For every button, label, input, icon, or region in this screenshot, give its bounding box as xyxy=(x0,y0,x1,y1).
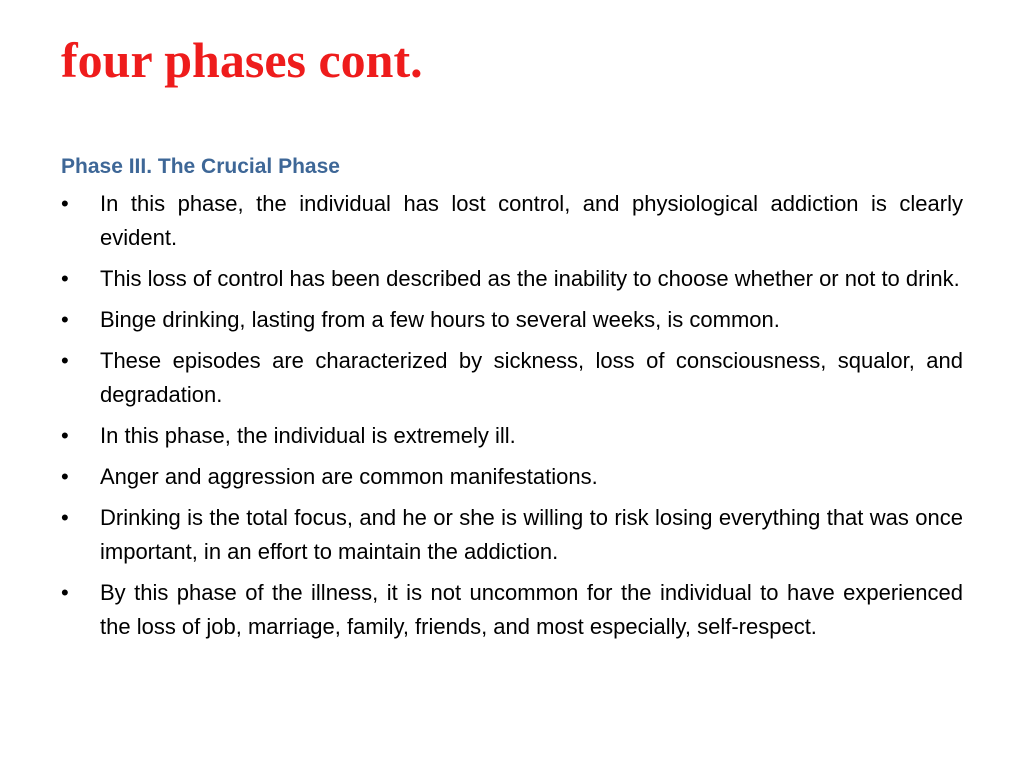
bullet-text: Drinking is the total focus, and he or she is willing to risk losing everything that was once important, in an effort to maintain the addiction. xyxy=(100,505,963,564)
bullet-text: In this phase, the individual is extremely ill. xyxy=(100,423,516,448)
bullet-icon: • xyxy=(61,266,69,291)
bullet-icon: • xyxy=(61,348,69,373)
bullet-item xyxy=(61,303,963,337)
bullet-icon: • xyxy=(61,580,69,605)
bullet-item xyxy=(61,576,963,644)
bullet-icon: • xyxy=(61,307,69,332)
bullet-text: These episodes are characterized by sickness, loss of consciousness, squalor, and degradation. xyxy=(100,348,963,407)
bullet-text: Anger and aggression are common manifestations. xyxy=(100,464,598,489)
bullet-text: Binge drinking, lasting from a few hours to several weeks, is common. xyxy=(100,307,780,332)
bullet-text: This loss of control has been described as the inability to choose whether or not to drink. xyxy=(100,266,960,291)
bullet-item xyxy=(61,501,963,569)
bullet-item xyxy=(61,419,963,453)
bullet-list xyxy=(61,187,963,644)
bullet-icon: • xyxy=(61,505,69,530)
bullet-item xyxy=(61,344,963,412)
slide-title: four phases cont. xyxy=(61,32,423,88)
bullet-text: By this phase of the illness, it is not uncommon for the individual to have experienced the loss of job, marriage, family, friends, and most especially, self-respect. xyxy=(100,580,963,639)
bullet-text: In this phase, the individual has lost control, and physiological addiction is clearly evident. xyxy=(100,191,963,250)
slide-body xyxy=(61,150,963,651)
phase-heading: Phase III. The Crucial Phase xyxy=(61,155,340,178)
bullet-item xyxy=(61,187,963,255)
bullet-icon: • xyxy=(61,191,69,216)
bullet-icon: • xyxy=(61,423,69,448)
bullet-icon: • xyxy=(61,464,69,489)
bullet-item xyxy=(61,460,963,494)
bullet-item xyxy=(61,262,963,296)
